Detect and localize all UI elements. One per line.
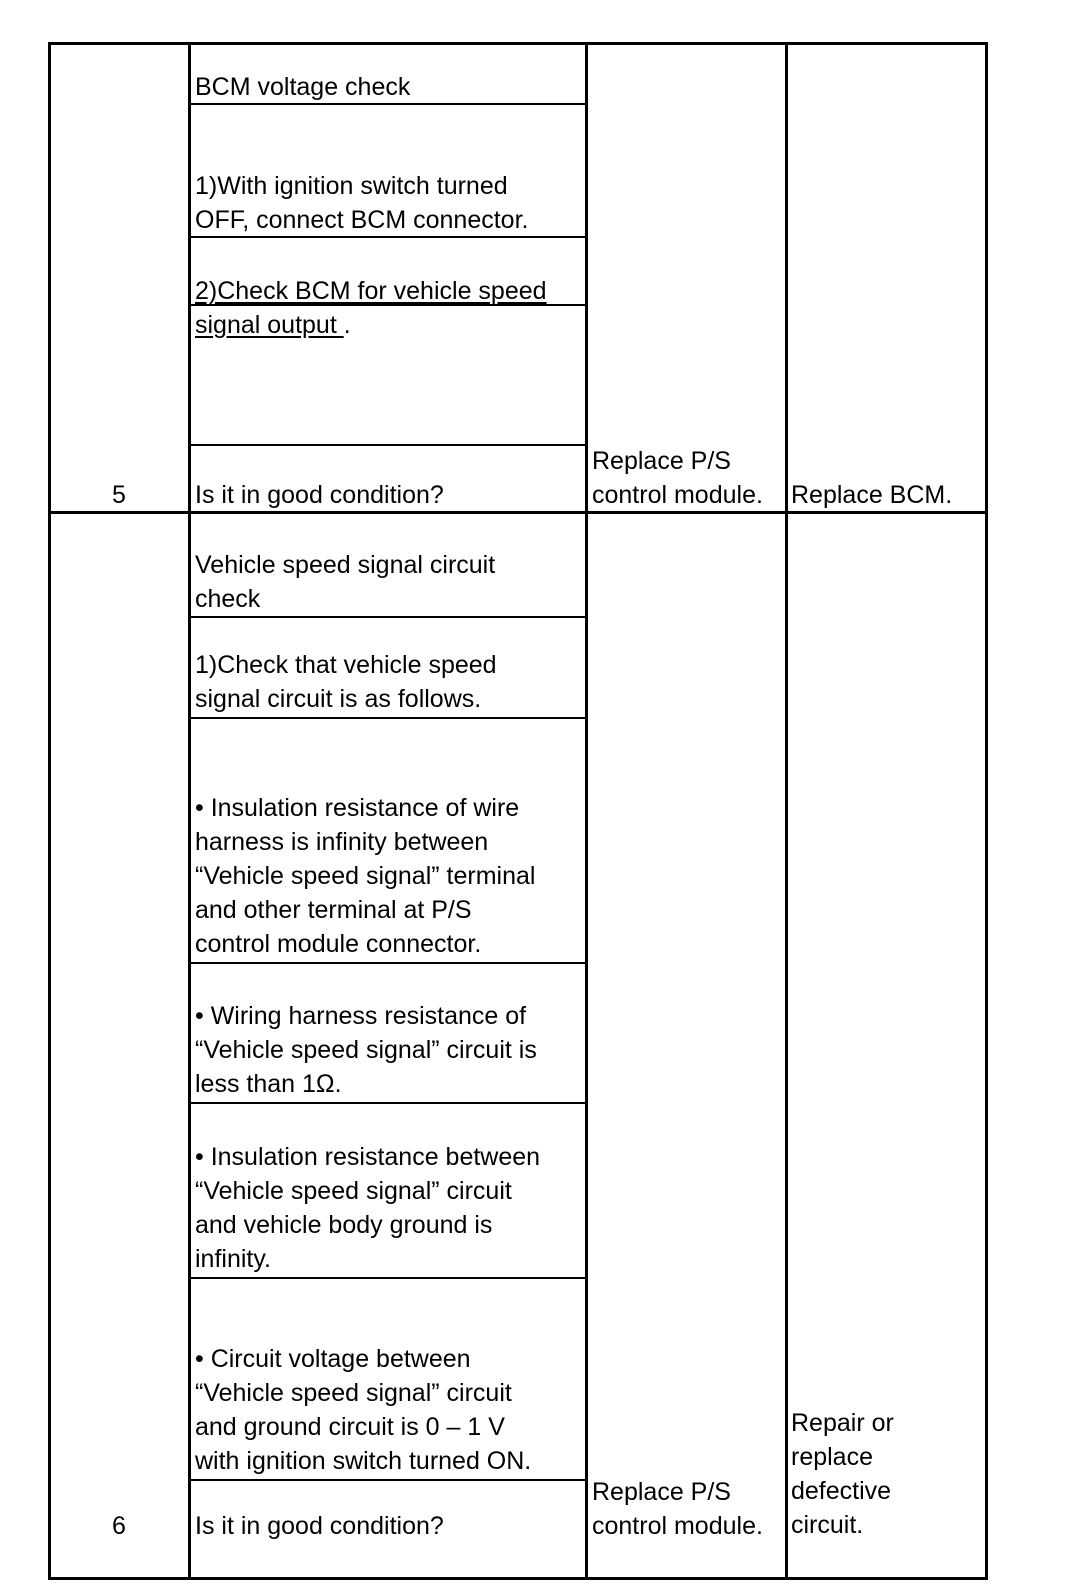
instruction-tail: .	[343, 311, 351, 339]
cell-divider	[190, 1102, 588, 1104]
step-instruction	[195, 274, 547, 342]
cell-divider	[190, 1479, 588, 1481]
question: Is it in good condition?	[195, 1512, 444, 1540]
step-instruction: 1)With ignition switch turned OFF, connect BCM connector.	[195, 172, 529, 234]
yes-action: Replace P/S control module.	[592, 1478, 763, 1540]
step-title: BCM voltage check	[195, 73, 411, 101]
cell-divider	[190, 717, 588, 719]
underlined-instruction: 2)Check BCM for vehicle speed signal output	[195, 277, 547, 339]
no-action: Repair or replace defective circuit.	[791, 1409, 894, 1539]
no-action: Replace BCM.	[791, 481, 953, 509]
cell-divider	[190, 1277, 588, 1279]
cell-divider	[190, 444, 588, 446]
check-item: • Wiring harness resistance of “Vehicle speed signal” circuit is less than 1Ω.	[195, 1002, 537, 1098]
check-item: • Insulation resistance of wire harness is infinity between “Vehicle speed signal” terminal and other terminal at P/S control module connector.	[195, 794, 536, 958]
check-item: • Circuit voltage between “Vehicle speed signal” circuit and ground circuit is 0 – 1 V with ignition switch turned ON.	[195, 1345, 532, 1475]
yes-action: Replace P/S control module.	[592, 447, 763, 509]
column-divider-yes	[785, 42, 788, 1580]
step-number: 5	[112, 481, 126, 509]
column-divider-step	[188, 42, 191, 1580]
cell-divider	[190, 616, 588, 618]
check-item: • Insulation resistance between “Vehicle speed signal” circuit and vehicle body ground is infinity.	[195, 1143, 541, 1273]
step-instruction: 1)Check that vehicle speed signal circuit is as follows.	[195, 651, 497, 713]
column-divider-action	[585, 42, 588, 1580]
cell-divider	[190, 962, 588, 964]
step-number: 6	[112, 1512, 126, 1540]
question: Is it in good condition?	[195, 481, 444, 509]
step-title: Vehicle speed signal circuit check	[195, 551, 496, 613]
